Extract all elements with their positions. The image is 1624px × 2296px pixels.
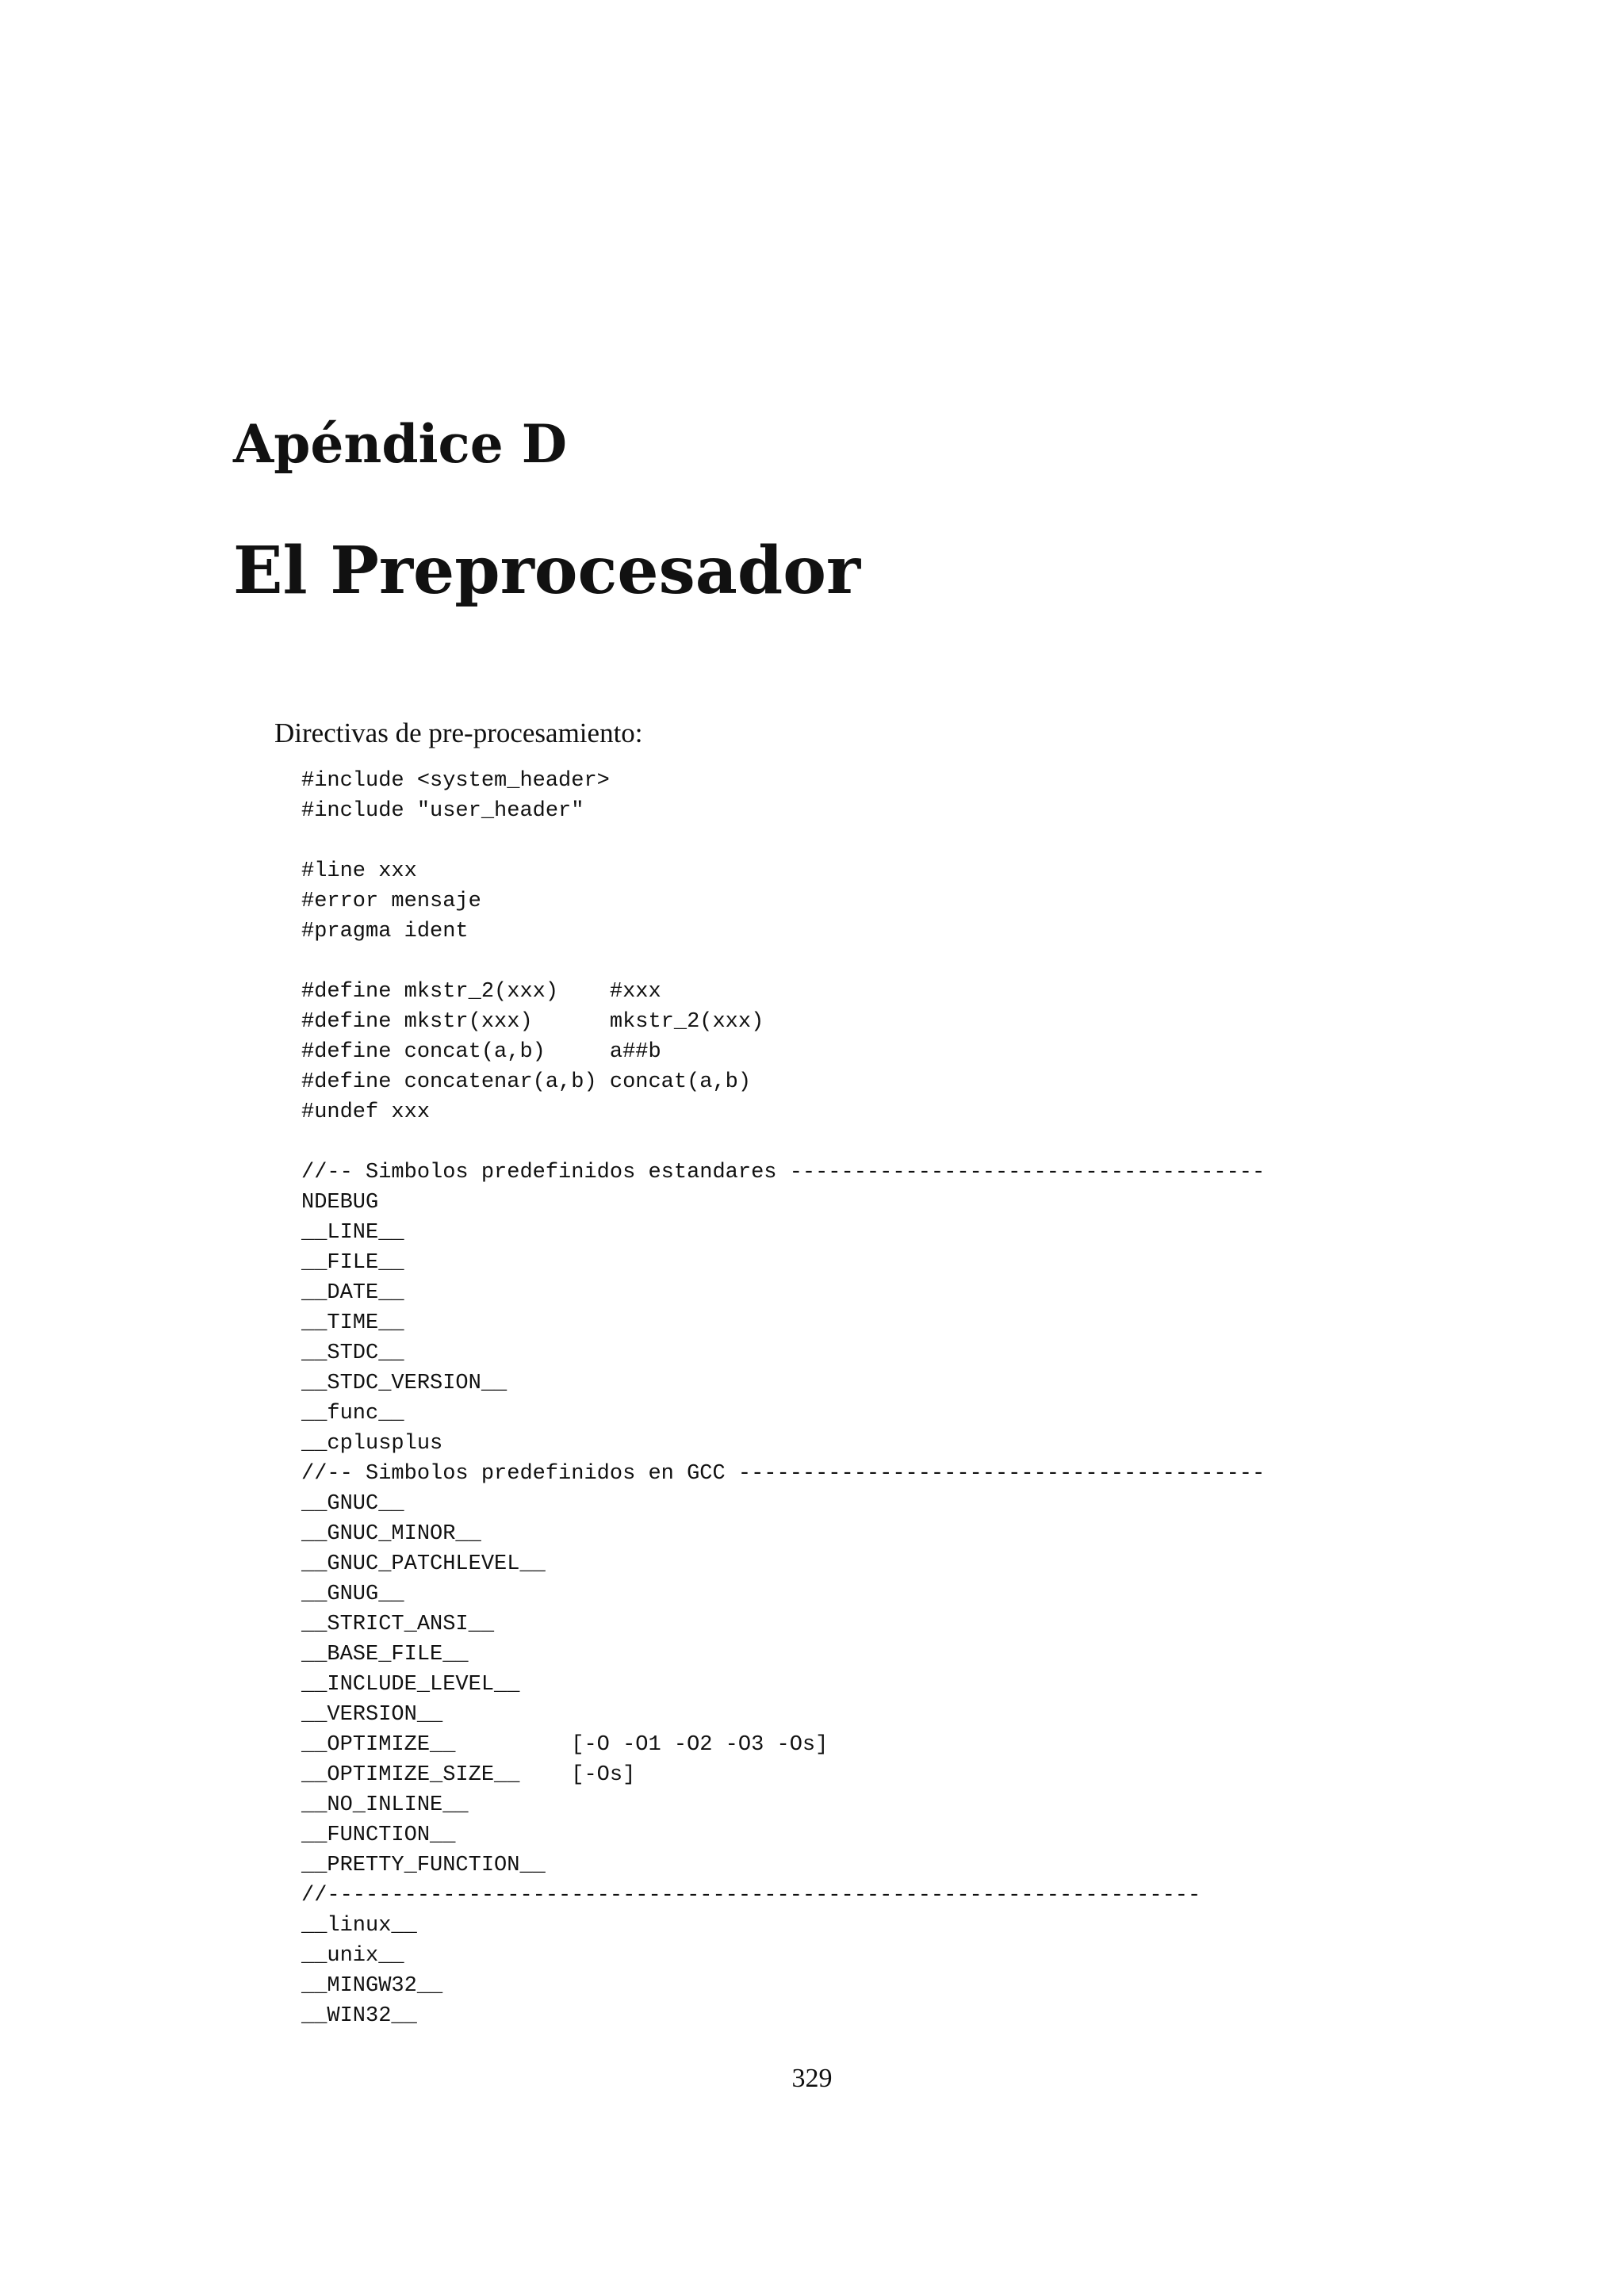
code-line: __unix__ <box>301 1944 404 1968</box>
code-line: __OPTIMIZE__ [-O -O1 -O2 -O3 -Os] <box>301 1733 829 1757</box>
code-line: #define mkstr_2(xxx) #xxx <box>301 980 661 1004</box>
code-line: #include "user_header" <box>301 799 584 823</box>
code-line: __GNUC_PATCHLEVEL__ <box>301 1552 546 1576</box>
code-line: //-- Simbolos predefinidos estandares ------------------------------------- <box>301 1161 1266 1184</box>
appendix-label: Apéndice D <box>233 413 567 475</box>
code-line: __linux__ <box>301 1914 417 1938</box>
code-line: #line xxx <box>301 859 417 883</box>
code-line: __GNUG__ <box>301 1582 404 1606</box>
code-line: #pragma ident <box>301 920 469 943</box>
code-line: __TIME__ <box>301 1311 404 1335</box>
code-line: __DATE__ <box>301 1281 404 1305</box>
intro-text: Directivas de pre-procesamiento: <box>274 718 643 748</box>
code-line: __FILE__ <box>301 1251 404 1275</box>
code-line: __NO_INLINE__ <box>301 1793 469 1817</box>
code-line: __VERSION__ <box>301 1703 443 1727</box>
code-line: __PRETTY_FUNCTION__ <box>301 1854 546 1877</box>
code-line: __func__ <box>301 1402 404 1425</box>
code-line: __STDC_VERSION__ <box>301 1372 508 1395</box>
code-line <box>301 1127 1265 1158</box>
chapter-title: El Preprocesador <box>233 533 861 609</box>
code-block <box>301 766 1265 2031</box>
code-line: #define concatenar(a,b) concat(a,b) <box>301 1070 752 1094</box>
code-line: __STDC__ <box>301 1341 404 1365</box>
code-line: __GNUC__ <box>301 1492 404 1516</box>
page-number: 329 <box>791 2064 833 2093</box>
code-line: #undef xxx <box>301 1100 431 1124</box>
code-line: //-- Simbolos predefinidos en GCC ----------------------------------------- <box>301 1462 1266 1486</box>
code-line: #define concat(a,b) a##b <box>301 1040 661 1064</box>
code-line: __FUNCTION__ <box>301 1823 456 1847</box>
code-line: __BASE_FILE__ <box>301 1643 469 1667</box>
code-line: __LINE__ <box>301 1221 404 1245</box>
code-line: __GNUC_MINOR__ <box>301 1522 481 1546</box>
code-line <box>301 826 1265 856</box>
code-line: //-------------------------------------------------------------------- <box>301 1884 1201 1908</box>
code-line: NDEBUG <box>301 1191 379 1215</box>
code-line: __STRICT_ANSI__ <box>301 1613 495 1636</box>
code-line: __WIN32__ <box>301 2004 417 2028</box>
code-line <box>301 947 1265 977</box>
code-line: #include <system_header> <box>301 769 610 793</box>
code-line: #define mkstr(xxx) mkstr_2(xxx) <box>301 1010 764 1034</box>
code-line: __OPTIMIZE_SIZE__ [-Os] <box>301 1763 636 1787</box>
code-line: __MINGW32__ <box>301 1974 443 1998</box>
code-line: __INCLUDE_LEVEL__ <box>301 1673 520 1697</box>
code-line: #error mensaje <box>301 890 481 913</box>
code-line: __cplusplus <box>301 1432 443 1456</box>
